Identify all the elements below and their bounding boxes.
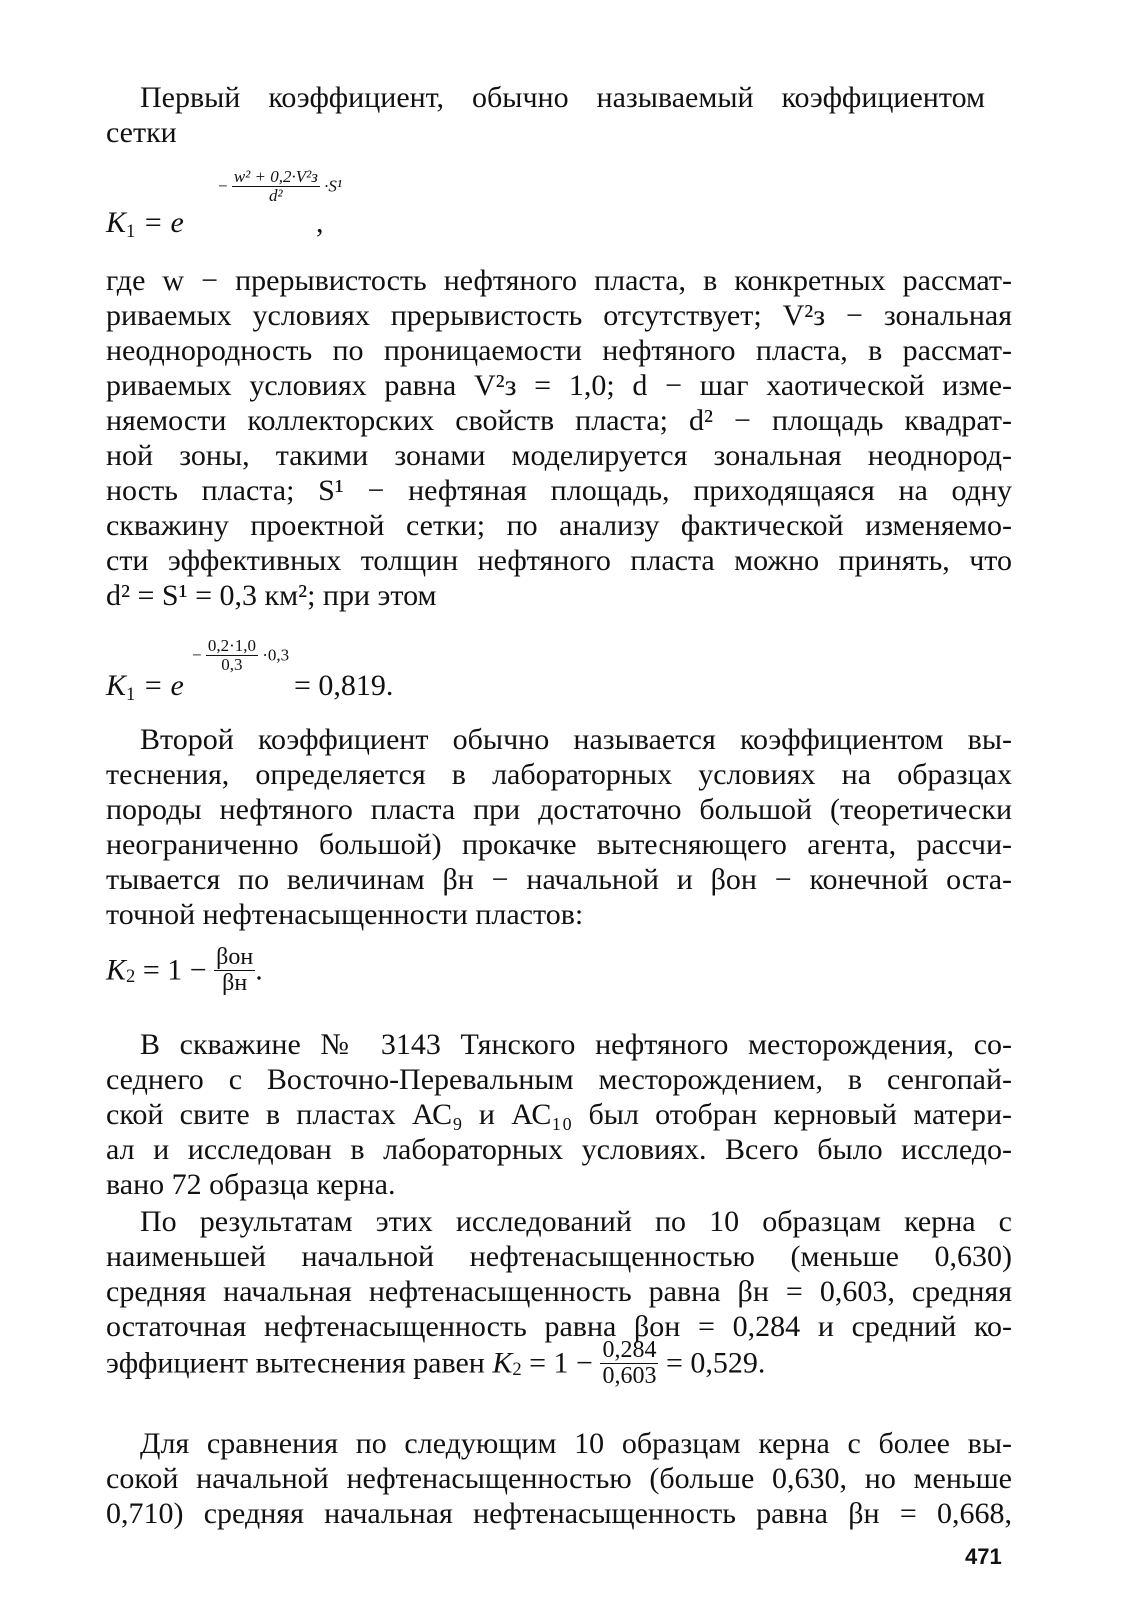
para3-line-1: В скважине № 3143 Тянского нефтяного месторождения, со- [140,1028,1012,1061]
formula2-exp-num: 0,2·1,0 [207,636,257,655]
para4-last-k-sub: 2 [512,1359,522,1381]
para3-line-4: ал и исследован в лабораторных условиях. Всего было исследо- [106,1133,1012,1166]
para2-line-2: теснения, определяется в лабораторных условиях на образцах [106,758,1012,791]
formula3-lhs: K [106,953,127,987]
para3-line-5: вано 72 образца керна. [106,1168,396,1201]
formula2-exp-fraction [206,637,258,674]
formula1-lhs: K [106,206,127,239]
formula-k2-general [106,945,263,996]
para3-line-3: ской свите в пластах АС₉ и АС₁₀ был отобран керновый матери- [106,1098,1012,1131]
para4-line-5 [106,1338,765,1389]
para1-line-10: d² = S¹ = 0,3 км²; при этом [106,579,437,612]
para3-line-2: седнего с Восточно-Перевальным месторождением, в сенгопай- [106,1063,1012,1096]
formula1-exp-minus: − [218,176,228,196]
para2-line-3: породы нефтяного пласта при достаточно большой (теоретически [106,793,1012,826]
para2-line-4: неограниченно большой) прокачке вытесняющего агента, рассчи- [106,828,1012,861]
formula1-exp-den: d² [269,185,283,205]
intro-line-2: сетки [106,116,177,149]
formula1-comma: , [316,206,324,239]
para1-line-1: где w − прерывистость нефтяного пласта, в конкретных рассмат- [106,264,1012,297]
formula1-exp-fraction [232,168,320,205]
para5-line-1: Для сравнения по следующим 10 образцам керна с более вы- [140,1427,1012,1460]
formula2-lhs: K [106,669,127,702]
para1-line-6: ной зоны, такими зонами моделируется зональная неоднород- [106,439,1012,472]
formula2-exp-minus: − [192,645,202,665]
para1-line-4: риваемых условиях равна V²з = 1,0; d − шаг хаотической изме- [106,369,1012,402]
formula2-exp-tail: ·0,3 [262,645,290,665]
intro-line-1: Первый коэффициент, обычно называемый коэффициентом [140,81,985,114]
formula2-result: = 0,819. [294,669,394,702]
para1-line-8: скважину проектной сетки; по анализу фактической изменяемо- [106,509,1012,542]
para4-last-fraction [600,1338,658,1389]
para1-line-5: няемости коллекторских свойств пласта; d² − площадь квадрат- [106,404,1012,437]
formula1-lhs-sub: 1 [126,220,136,242]
para5-line-2: сокой начальной нефтенасыщенностью (больше 0,630, но меньше [106,1462,1012,1495]
para1-line-2: риваемых условиях прерывистость отсутствует; V²з − зональная [106,299,1012,332]
para5-line-3: 0,710) средняя начальная нефтенасыщенность равна βн = 0,668, [106,1497,1012,1530]
para4-line-2: наименьшей начальной нефтенасыщенностью (меньше 0,630) [106,1240,1012,1273]
para2-line-6: точной нефтенасыщенности пластов: [106,898,584,931]
page-number: 471 [965,1544,1002,1569]
formula3-dot: . [255,953,263,987]
para1-line-9: сти эффективных толщин нефтяного пласта можно принять, что [106,544,1012,577]
formula2-exp-den: 0,3 [221,654,243,674]
para4-last-prefix: эффициент вытеснения равен [106,1346,493,1380]
para1-line-3: неоднородность по проницаемости нефтяного пласта, в рассмат- [106,334,1012,367]
formula3-lhs-sub: 2 [126,966,136,988]
formula2-lhs-sub: 1 [126,683,136,705]
para2-line-1: Второй коэффициент обычно называется коэффициентом вы- [140,723,1012,756]
formula3-den: βн [222,970,248,997]
formula3-eq: = 1 − [135,953,215,987]
formula1-exp-tail: ·S¹ [324,176,342,196]
formula3-fraction [214,945,255,996]
formula3-num: βон [216,944,254,970]
formula2-eq: = e [135,669,184,702]
para4-last-k: K [492,1346,513,1380]
para4-last-eq: = 1 − [521,1346,601,1380]
para2-line-5: тывается по величинам βн − начальной и βон − конечной оста- [106,863,1012,896]
para4-last-result: = 0,529. [658,1346,766,1380]
para4-line-4: остаточная нефтенасыщенность равна βон = 0,284 и средний ко- [106,1310,1012,1343]
formula1-exp-num: w² + 0,2·V²з [233,167,318,186]
para4-last-den: 0,603 [602,1363,657,1390]
para1-line-7: ность пласта; S¹ − нефтяная площадь, приходящаяся на одну [106,474,1012,507]
para4-line-1: По результатам этих исследований по 10 образцам керна с [140,1205,1012,1238]
para4-last-num: 0,284 [602,1337,657,1363]
formula1-eq: = e [135,206,184,239]
para4-line-3: средняя начальная нефтенасыщенность равна βн = 0,603, средняя [106,1275,1012,1308]
